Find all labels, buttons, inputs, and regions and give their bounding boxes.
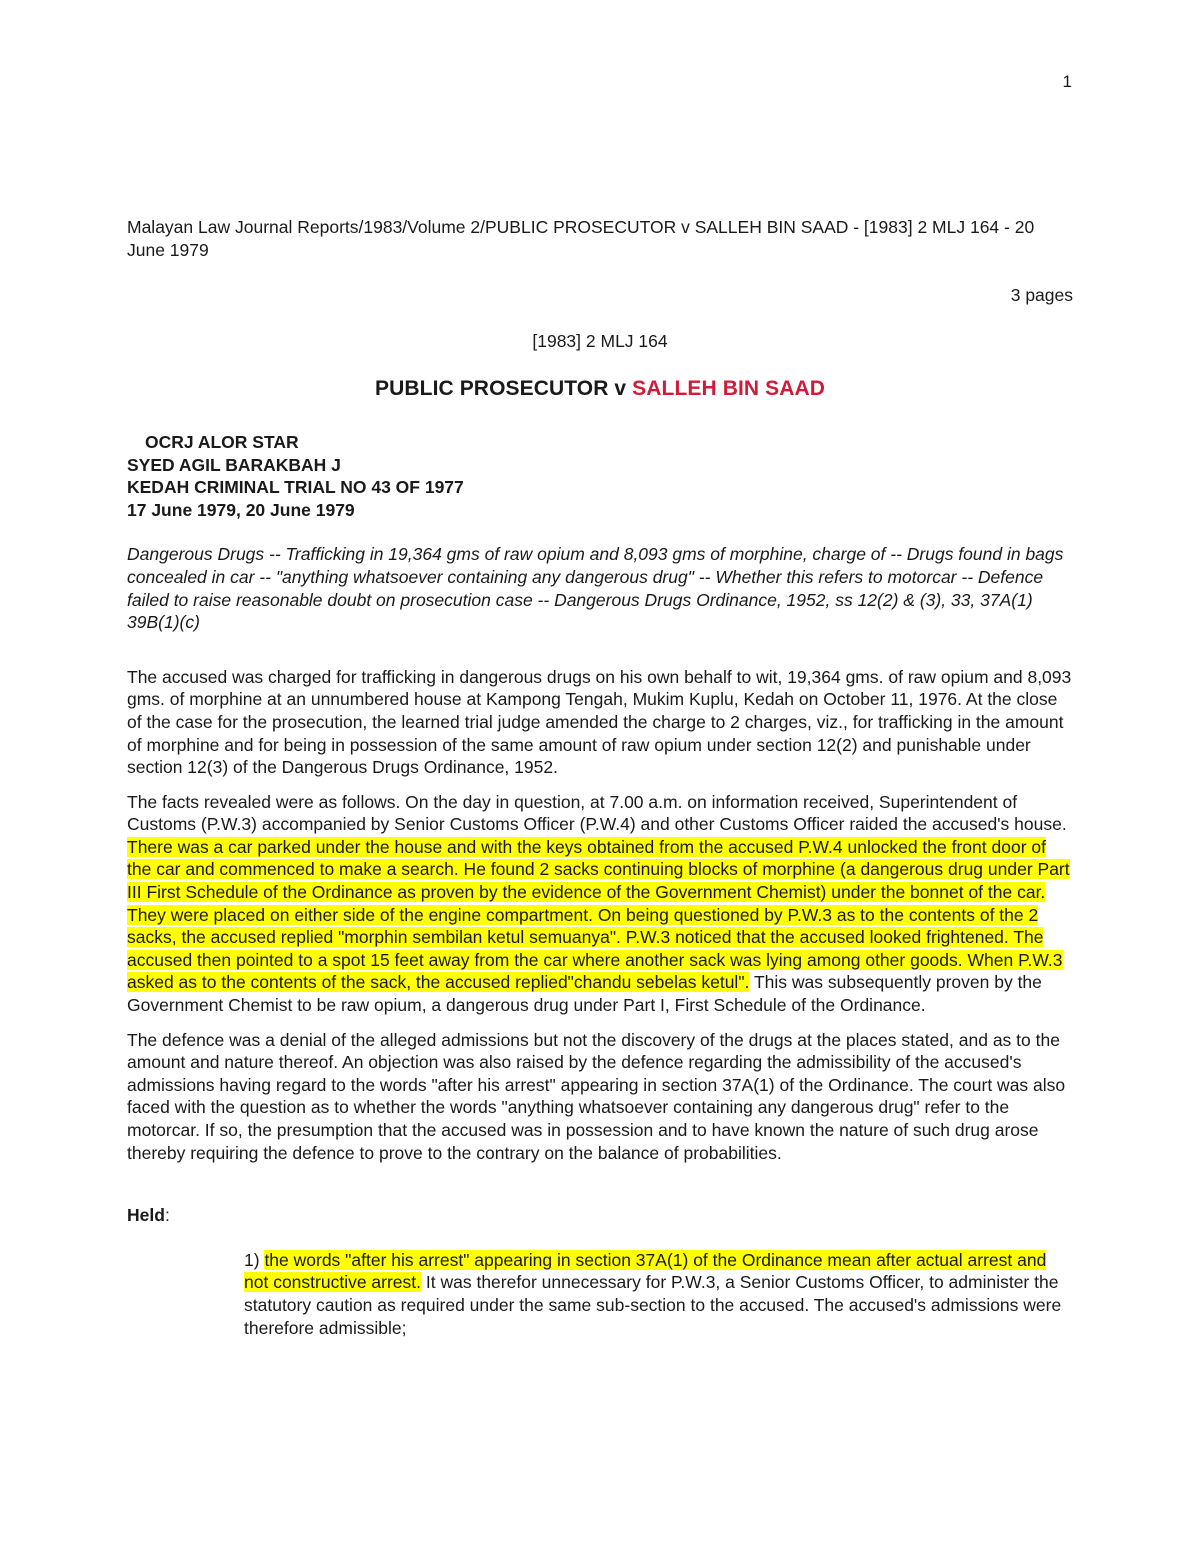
page-count: 3 pages (1010, 285, 1073, 306)
facts-paragraph-1: The accused was charged for trafficking in dangerous drugs on his own behalf to wit, 19,364 gms. of raw opium and 8,093 gms. of morphine at an unnumbered house at Kampong Tengah, Mukim Kuplu, Kedah on October 11, 1976. At the close of the case for the prosecution, the learned trial judge amended the charge to 2 charges, viz., for trafficking in the amount of morphine and for being in possession of the same amount of raw opium under section 12(2) and punishable under section 12(3) of the Dangerous Drugs Ordinance, 1952. (127, 666, 1072, 778)
held-heading (127, 1204, 1073, 1227)
document-content (127, 216, 1073, 1339)
facts-paragraph-2 (127, 791, 1073, 1017)
facts-paragraph-2-intro: The facts revealed were as follows. On the day in question, at 7.00 a.m. on information received, Superintendent of Customs (P.W.3) accompanied by Senior Customs Officer (P.W.4) and other Customs Officer raided the accused's house. (127, 791, 1067, 835)
report-reference: [1983] 2 MLJ 164 (532, 330, 668, 351)
case-number: KEDAH CRIMINAL TRIAL NO 43 OF 1977 (127, 477, 464, 498)
defence-paragraph: The defence was a denial of the alleged admissions but not the discovery of the drugs at the places stated, and as to the amount and nature thereof. An objection was also raised by the defence regarding the admissibility of the accused's admissions having regard to the words "after his arrest" appearing in section 37A(1) of the Ordinance. The court was also faced with the question as to whether the words "anything whatsoever containing any dangerous drug" refer to the motorcar. If so, the presumption that the accused was in possession and to have known the nature of such drug arose thereby requiring the defence to prove to the contrary on the balance of probabilities. (127, 1029, 1066, 1163)
court-details (127, 431, 1073, 521)
held-colon: : (164, 1205, 170, 1226)
held-label: Held (127, 1205, 165, 1226)
catchwords: Dangerous Drugs -- Trafficking in 19,364 gms of raw opium and 8,093 gms of morphine, charge of -- Drugs found in bags concealed in car -- "anything whatsoever containing any dangerous drug" -- Whether this refers to motorcar -- Defence failed to raise reasonable doubt on prosecution case -- Dangerous Drugs Ordinance, 1952, ss 12(2) & (3), 33, 37A(1) 39B(1)(c) (127, 544, 1064, 633)
case-title-accused: SALLEH BIN SAAD (632, 377, 825, 401)
held-item-1 (244, 1249, 1073, 1339)
facts-paragraph-2-end: This was subsequently proven by the Government Chemist to be raw opium, a dangerous drug under Part I, First Schedule of the Ordinance. (127, 972, 1042, 1016)
held-item-rest: It was therefor unnecessary for P.W.3, a Senior Customs Officer, to administer the statutory caution as required under the same sub-section to the accused. The accused's admissions were therefore admissible; (244, 1272, 1062, 1338)
highlighted-passage: There was a car parked under the house and with the keys obtained from the accused P.W.4 unlocked the front door of the car and commenced to make a search. He found 2 sacks continuing blocks of morphine (a dangerous drug under Part III First Schedule of the Ordinance as proven by the evidence of the Government Chemist) under the bonnet of the car. They were placed on either side of the engine compartment. On being questioned by P.W.3 as to the contents of the 2 sacks, the accused replied "morphin sembilan ketul semuanya". P.W.3 noticed that the accused looked frightened. The accused then pointed to a spot 15 feet away from the car where another sack was lying among other goods. When P.W.3 asked as to the contents of the sack, the accused replied"chandu sebelas ketul". (127, 836, 1070, 993)
case-title (127, 378, 1073, 401)
citation-line: Malayan Law Journal Reports/1983/Volume 2/PUBLIC PROSECUTOR v SALLEH BIN SAAD - [1983] 2 MLJ 164 - 20 June 1979 (127, 217, 1035, 260)
highlighted-holding: the words "after his arrest" appearing in section 37A(1) of the Ordinance mean after actual arrest and not constructive arrest. (244, 1249, 1047, 1293)
hearing-dates: 17 June 1979, 20 June 1979 (127, 499, 355, 520)
held-item-number: 1) (244, 1249, 265, 1270)
page-number: 1 (1062, 72, 1072, 91)
judge-name: SYED AGIL BARAKBAH J (127, 454, 341, 475)
court-name: OCRJ ALOR STAR (145, 431, 299, 452)
case-title-prosecutor: PUBLIC PROSECUTOR v (375, 377, 633, 401)
